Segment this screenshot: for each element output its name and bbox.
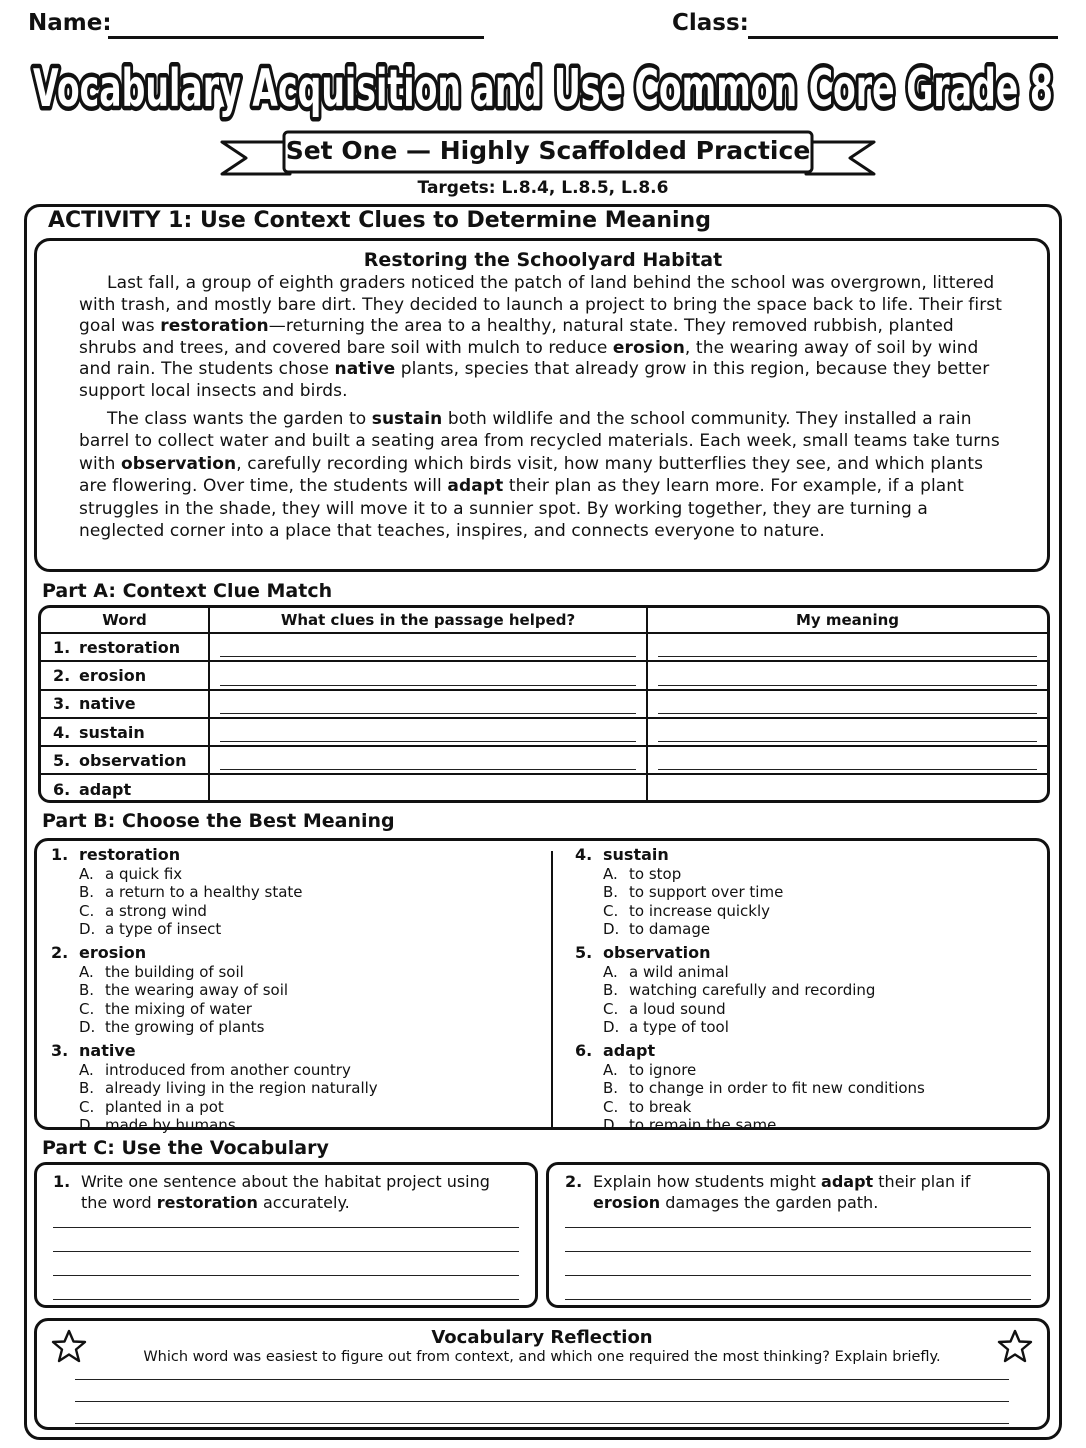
question-number: 5. xyxy=(575,943,593,962)
student-header xyxy=(28,10,1058,44)
question-number: 3. xyxy=(51,1041,69,1060)
answer-option[interactable] xyxy=(51,1116,378,1134)
vocab-word: sustain xyxy=(79,722,145,742)
table-row xyxy=(41,747,1047,775)
question-number: 2. xyxy=(51,943,69,962)
name-field[interactable] xyxy=(108,36,484,39)
answer-option[interactable] xyxy=(575,1018,875,1036)
answer-line[interactable] xyxy=(565,1299,1031,1300)
option-letter: C. xyxy=(79,901,95,920)
row-number: 2. xyxy=(53,665,71,685)
answer-line[interactable] xyxy=(53,1251,519,1252)
vocab-word: erosion xyxy=(79,943,147,962)
option-text: a return to a healthy state xyxy=(105,883,303,902)
prompt-text xyxy=(81,1171,519,1213)
header-clues: What clues in the passage helped? xyxy=(210,608,648,632)
option-text: the mixing of water xyxy=(105,999,252,1018)
prompt-number: 1. xyxy=(53,1172,71,1191)
context-clue-table xyxy=(38,605,1050,803)
table-row xyxy=(41,634,1047,662)
option-text: to ignore xyxy=(629,1061,697,1079)
answer-line[interactable] xyxy=(220,741,636,742)
meaning-cell[interactable] xyxy=(648,747,1047,773)
writing-prompt-1 xyxy=(34,1162,538,1308)
answer-line[interactable] xyxy=(658,769,1037,770)
question-stem xyxy=(575,1041,925,1061)
question-number: 1. xyxy=(51,845,69,864)
answer-option[interactable] xyxy=(51,981,288,999)
word-cell xyxy=(41,719,210,745)
option-letter: D. xyxy=(79,1017,96,1036)
option-letter: B. xyxy=(603,1079,619,1098)
answer-option[interactable] xyxy=(51,963,288,981)
answer-line[interactable] xyxy=(220,800,636,801)
answer-option[interactable] xyxy=(575,1116,925,1134)
question-stem xyxy=(51,1041,378,1061)
vocab-word: adapt xyxy=(821,1172,874,1191)
option-letter: C. xyxy=(79,1097,95,1116)
answer-option[interactable] xyxy=(51,1000,288,1018)
vocab-word: adapt xyxy=(447,476,504,497)
class-label: Class: xyxy=(672,10,749,36)
text-run: Last fall, a group of eighth graders noticed the patch of land behind the school was overgrown, littered with trash, and mostly bare dirt. They decided to launch a project to bring the space back to life. Their first goal was xyxy=(79,273,1003,336)
answer-line[interactable] xyxy=(658,741,1037,742)
multiple-choice-box xyxy=(34,838,1050,1134)
text-run: Explain how students might xyxy=(593,1172,822,1191)
meaning-cell[interactable] xyxy=(648,691,1047,717)
option-letter: A. xyxy=(79,1061,94,1079)
name-label: Name: xyxy=(28,10,112,36)
worksheet-title xyxy=(0,56,1086,122)
answer-option[interactable] xyxy=(575,902,783,920)
table-row xyxy=(41,719,1047,747)
answer-line[interactable] xyxy=(220,769,636,770)
word-cell xyxy=(41,747,210,773)
option-letter: A. xyxy=(603,865,618,883)
option-text: a type of tool xyxy=(629,1017,729,1036)
class-field[interactable] xyxy=(748,36,1058,39)
reading-passage xyxy=(34,238,1050,572)
option-letter: C. xyxy=(603,1097,619,1116)
text-run: The class wants the garden to xyxy=(107,409,372,429)
answer-line[interactable] xyxy=(658,713,1037,714)
word-cell xyxy=(41,775,210,803)
clues-cell[interactable] xyxy=(210,691,648,717)
answer-option[interactable] xyxy=(51,1061,378,1079)
prompt-text xyxy=(593,1171,1031,1213)
text-run: their plan as they learn more. For example, if a plant struggles in the shade, they will move it to a sunnier spot. By working together, they are turning a neglected corner into a place that teaches, inspires, and connects everyone to nature. xyxy=(79,476,964,542)
answer-line[interactable] xyxy=(658,685,1037,686)
part-a-title: Part A: Context Clue Match xyxy=(42,580,333,602)
prompt-number: 2. xyxy=(565,1172,583,1191)
word-cell xyxy=(41,634,210,660)
answer-line[interactable] xyxy=(220,713,636,714)
option-letter: B. xyxy=(603,883,619,902)
row-number: 6. xyxy=(53,780,71,800)
text-run: plants, species that already grow in this region, because they better support local insects and birds. xyxy=(79,359,990,401)
option-text: watching carefully and recording xyxy=(629,981,876,1000)
option-text: to damage xyxy=(629,919,711,938)
activity-title: ACTIVITY 1: Use Context Clues to Determine Meaning xyxy=(48,208,711,233)
mc-question xyxy=(575,845,783,938)
option-text: already living in the region naturally xyxy=(105,1079,378,1098)
option-letter: A. xyxy=(79,963,94,981)
text-run: Write one sentence about the habitat project using the word xyxy=(81,1172,490,1212)
answer-line[interactable] xyxy=(53,1227,519,1228)
meaning-cell[interactable] xyxy=(648,634,1047,660)
set-banner xyxy=(220,126,876,184)
worksheet-title-text: Vocabulary Acquisition and Use Common Core Grade 8 xyxy=(33,59,1053,119)
clues-cell[interactable] xyxy=(210,662,648,688)
banner-title: Set One — Highly Scaffolded Practice xyxy=(285,136,811,165)
answer-option[interactable] xyxy=(575,981,875,999)
option-letter: C. xyxy=(603,999,619,1018)
vocab-word: erosion xyxy=(593,1193,661,1212)
vocab-word: adapt xyxy=(603,1041,656,1060)
option-text: made by humans xyxy=(105,1115,236,1134)
option-text: introduced from another country xyxy=(105,1061,351,1079)
question-stem xyxy=(575,845,783,865)
question-stem xyxy=(51,845,303,865)
answer-option[interactable] xyxy=(575,1061,925,1079)
word-cell xyxy=(41,691,210,717)
answer-line[interactable] xyxy=(75,1401,1009,1402)
vocab-word: sustain xyxy=(371,409,443,429)
answer-line[interactable] xyxy=(75,1423,1009,1424)
vocab-word: sustain xyxy=(603,845,669,864)
column-divider xyxy=(551,851,553,1127)
text-run: , carefully recording which birds visit, how many butterflies they see, and which plants are flowering. Over time, the students will xyxy=(79,453,984,497)
option-text: the growing of plants xyxy=(105,1017,265,1036)
passage-paragraph-2 xyxy=(79,408,1007,542)
mc-question xyxy=(575,943,875,1036)
vocab-word: adapt xyxy=(79,780,132,800)
table-header-row xyxy=(41,608,1047,634)
clues-cell[interactable] xyxy=(210,719,648,745)
answer-option[interactable] xyxy=(575,883,783,901)
word-cell xyxy=(41,662,210,688)
answer-line[interactable] xyxy=(658,800,1037,801)
option-letter: D. xyxy=(79,919,96,938)
answer-line[interactable] xyxy=(565,1251,1031,1252)
answer-line[interactable] xyxy=(75,1379,1009,1380)
option-letter: A. xyxy=(603,963,618,981)
option-text: the wearing away of soil xyxy=(105,981,289,1000)
option-text: a type of insect xyxy=(105,919,222,938)
option-text: a strong wind xyxy=(105,901,207,920)
meaning-cell[interactable] xyxy=(648,719,1047,745)
answer-line[interactable] xyxy=(658,656,1037,657)
reflection-title: Vocabulary Reflection xyxy=(431,1327,653,1348)
meaning-cell[interactable] xyxy=(648,775,1047,803)
row-number: 5. xyxy=(53,750,71,770)
clues-cell[interactable] xyxy=(210,634,648,660)
option-letter: D. xyxy=(603,1017,620,1036)
answer-line[interactable] xyxy=(220,656,636,657)
option-text: planted in a pot xyxy=(105,1097,224,1116)
mc-question xyxy=(575,1041,925,1134)
answer-option[interactable] xyxy=(575,1098,925,1116)
option-letter: B. xyxy=(79,1079,95,1098)
option-letter: A. xyxy=(79,865,94,883)
option-letter: B. xyxy=(79,981,95,1000)
answer-option[interactable] xyxy=(51,883,303,901)
option-letter: D. xyxy=(79,1115,96,1134)
option-letter: B. xyxy=(603,981,619,1000)
vocab-word: observation xyxy=(120,453,237,474)
text-run: their plan if xyxy=(873,1172,971,1191)
question-number: 4. xyxy=(575,845,593,864)
option-letter: C. xyxy=(603,901,619,920)
clues-cell[interactable] xyxy=(210,775,648,803)
table-row xyxy=(41,691,1047,719)
writing-prompt-2 xyxy=(546,1162,1050,1308)
option-text: a quick fix xyxy=(105,865,183,883)
reflection-prompt: Which word was easiest to figure out from context, and which one required the most thinking? Explain briefly. xyxy=(143,1349,941,1365)
standards-targets: Targets: L.8.4, L.8.5, L.8.6 xyxy=(417,178,669,198)
passage-paragraph-1 xyxy=(79,273,1007,402)
question-number: 6. xyxy=(575,1041,593,1060)
option-text: the building of soil xyxy=(105,963,244,981)
table-row xyxy=(41,775,1047,803)
question-stem xyxy=(51,943,288,963)
option-letter: D. xyxy=(603,919,620,938)
option-text: to break xyxy=(629,1097,692,1116)
option-letter: A. xyxy=(603,1061,618,1079)
option-letter: C. xyxy=(79,999,95,1018)
vocab-word: erosion xyxy=(612,337,685,358)
header-word: Word xyxy=(41,608,210,632)
vocab-word: restoration xyxy=(160,316,269,336)
answer-option[interactable] xyxy=(51,865,303,883)
vocab-word: native xyxy=(79,1041,136,1060)
answer-line[interactable] xyxy=(220,685,636,686)
option-text: to stop xyxy=(629,865,682,883)
answer-option[interactable] xyxy=(51,1079,378,1097)
vocab-word: restoration xyxy=(79,845,181,864)
text-run: accurately. xyxy=(257,1193,350,1212)
clues-cell[interactable] xyxy=(210,747,648,773)
answer-line[interactable] xyxy=(53,1275,519,1276)
answer-option[interactable] xyxy=(51,1098,378,1116)
mc-question xyxy=(51,943,288,1036)
header-meaning: My meaning xyxy=(795,611,900,629)
option-text: a wild animal xyxy=(629,963,729,981)
option-text: a loud sound xyxy=(629,999,726,1018)
vocab-word: observation xyxy=(603,943,711,962)
option-text: to change in order to fit new conditions xyxy=(629,1079,925,1098)
option-letter: D. xyxy=(603,1115,620,1134)
option-text: to remain the same xyxy=(629,1115,777,1134)
answer-option[interactable] xyxy=(51,1018,288,1036)
row-number: 4. xyxy=(53,722,71,742)
answer-option[interactable] xyxy=(575,920,783,938)
question-stem xyxy=(575,943,875,963)
row-number: 3. xyxy=(53,694,71,714)
answer-line[interactable] xyxy=(565,1227,1031,1228)
answer-option[interactable] xyxy=(51,902,303,920)
text-run: , the wearing away of soil by wind and rain. The students chose xyxy=(79,337,979,379)
meaning-cell[interactable] xyxy=(648,662,1047,688)
vocab-word: restoration xyxy=(156,1193,258,1212)
vocab-word: observation xyxy=(79,750,187,770)
text-run: both wildlife and the school community. They installed a rain barrel to collect water and built a seating area from recycled materials. Each week, small teams take turns with xyxy=(79,409,1000,474)
mc-question xyxy=(51,845,303,938)
vocab-word: native xyxy=(79,694,136,714)
text-run: damages the garden path. xyxy=(660,1193,879,1212)
vocab-word: restoration xyxy=(79,637,181,657)
mc-question xyxy=(51,1041,378,1134)
row-number: 1. xyxy=(53,637,71,657)
table-row xyxy=(41,662,1047,690)
answer-option[interactable] xyxy=(575,865,783,883)
option-letter: B. xyxy=(79,883,95,902)
answer-option[interactable] xyxy=(575,1000,875,1018)
option-text: to increase quickly xyxy=(629,901,770,920)
vocab-word: erosion xyxy=(79,665,147,685)
answer-line[interactable] xyxy=(53,1299,519,1300)
passage-title: Restoring the Schoolyard Habitat xyxy=(363,249,723,271)
part-c-title: Part C: Use the Vocabulary xyxy=(42,1137,329,1159)
vocabulary-reflection xyxy=(34,1318,1050,1430)
answer-line[interactable] xyxy=(565,1275,1031,1276)
answer-option[interactable] xyxy=(51,920,303,938)
answer-option[interactable] xyxy=(575,963,875,981)
answer-option[interactable] xyxy=(575,1079,925,1097)
text-run: —returning the area to a healthy, natural state. They removed rubbish, planted shrubs and trees, and covered bare soil with mulch to reduce xyxy=(79,316,954,358)
part-b-title: Part B: Choose the Best Meaning xyxy=(42,810,395,832)
vocab-word: native xyxy=(334,359,396,379)
option-text: to support over time xyxy=(629,883,784,902)
